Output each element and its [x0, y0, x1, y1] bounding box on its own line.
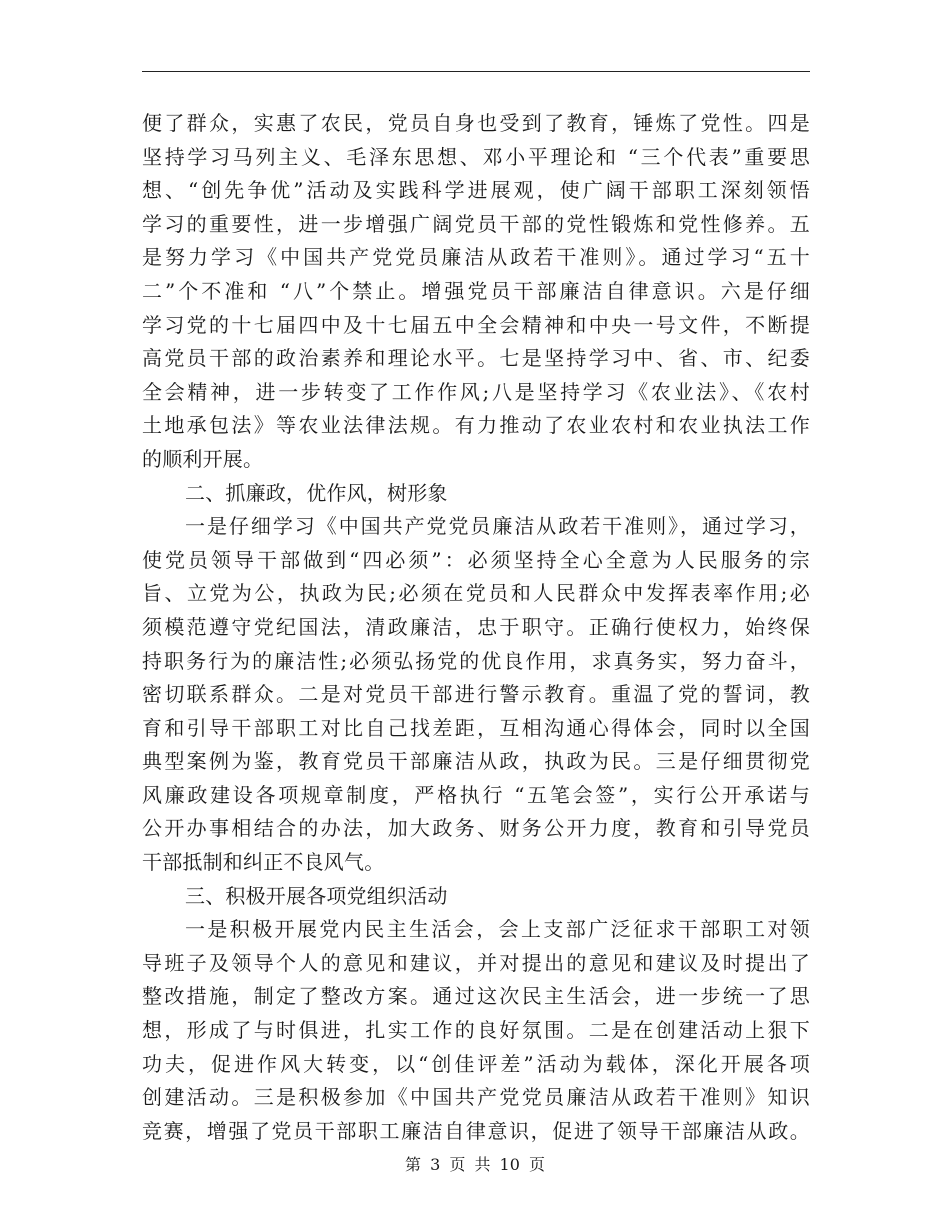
text-line: 便了群众，实惠了农民，党员自身也受到了教育，锤炼了党性。四是 [142, 111, 810, 135]
text-line: 导班子及领导个人的意见和建议，并对提出的意见和建议及时提出了 [142, 950, 810, 975]
text-line: 创建活动。三是积极参加《中国共产党党员廉洁从政若干准则》知识 [142, 1085, 810, 1110]
text-line: 须模范遵守党纪国法，清政廉洁，忠于职守。正确行使权力，始终保 [142, 614, 810, 639]
text-line: 想，形成了与时俱进，扎实工作的良好氛围。二是在创建活动上狠下 [142, 1018, 810, 1043]
text-line: 旨、立党为公，执政为民;必须在党员和人民群众中发挥表率作用;必 [142, 581, 810, 606]
section-heading: 二、抓廉政，优作风，树形象 [185, 480, 448, 505]
text-line: 功夫，促进作风大转变，以“创佳评差”活动为载体，深化开展各项 [142, 1051, 810, 1076]
header-rule [142, 71, 810, 72]
text-line: 整改措施，制定了整改方案。通过这次民主生活会，进一步统一了思 [142, 984, 810, 1009]
text-line: 土地承包法》等农业法律法规。有力推动了农业农村和农业执法工作 [142, 413, 810, 438]
text-line: 学习的重要性，进一步增强广阔党员干部的党性锻炼和党性修养。五 [142, 211, 810, 236]
page-number-footer: 第 3 页 共 10 页 [405, 1155, 545, 1174]
text-line: 坚持学习马列主义、毛泽东思想、邓小平理论和 “三个代表”重要思 [142, 144, 810, 169]
section-heading: 三、积极开展各项党组织活动 [185, 883, 448, 908]
text-line: 风廉政建设各项规章制度，严格执行 “五笔会签”，实行公开承诺与 [142, 782, 810, 807]
text-line: 使党员领导干部做到“四必须”：必须坚持全心全意为人民服务的宗 [142, 547, 810, 572]
text-line: 育和引导干部职工对比自己找差距，互相沟通心得体会，同时以全国 [142, 715, 810, 740]
text-line: 干部抵制和纠正不良风气。 [142, 850, 385, 875]
text-line: 的顺利开展。 [142, 446, 264, 471]
text-line: 密切联系群众。二是对党员干部进行警示教育。重温了党的誓词，教 [142, 682, 810, 707]
text-line: 竞赛，增强了党员干部职工廉洁自律意识，促进了领导干部廉洁从政。 [142, 1118, 810, 1143]
text-line: 典型案例为鉴，教育党员干部廉洁从政，执政为民。三是仔细贯彻党 [142, 749, 810, 774]
text-line: 二”个不准和 “八”个禁止。增强党员干部廉洁自律意识。六是仔细 [142, 278, 810, 303]
text-line: 学习党的十七届四中及十七届五中全会精神和中央一号文件，不断提 [142, 312, 810, 337]
text-line: 是努力学习《中国共产党党员廉洁从政若干准则》。通过学习“五十 [142, 245, 810, 270]
text-line: 持职务行为的廉洁性;必须弘扬党的优良作用，求真务实，努力奋斗， [142, 648, 810, 673]
text-line: 想、“创先争优”活动及实践科学进展观，使广阔干部职工深刻领悟 [142, 178, 810, 203]
text-line: 一是仔细学习《中国共产党党员廉洁从政若干准则》，通过学习， [185, 514, 810, 539]
text-line: 一是积极开展党内民主生活会，会上支部广泛征求干部职工对领 [185, 917, 810, 942]
text-line: 高党员干部的政治素养和理论水平。七是坚持学习中、省、市、纪委 [142, 346, 810, 371]
document-body [142, 107, 810, 1148]
text-line: 公开办事相结合的办法，加大政务、财务公开力度，教育和引导党员 [142, 816, 810, 841]
text-line: 全会精神，进一步转变了工作作风;八是坚持学习《农业法》、《农村 [142, 379, 810, 404]
